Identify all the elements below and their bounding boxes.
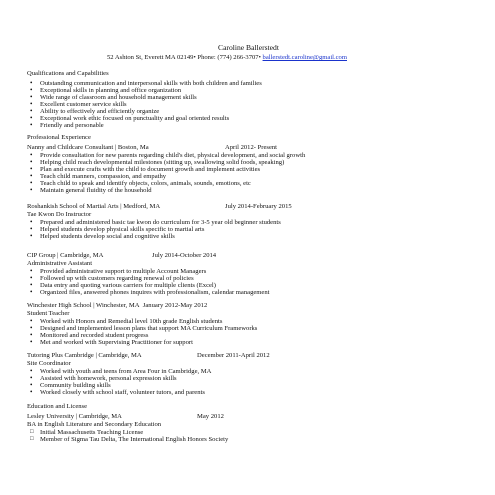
job-org: Nanny and Childcare Consultant | Boston, Ma (27, 144, 149, 151)
list-item: • Teach child to speak and identify objects, colors, animals, sounds, emotions, etc (27, 180, 305, 187)
job-dates: July 2014-February 2015 (225, 203, 292, 210)
list-item: • Assisted with homework, personal expression skills (27, 375, 211, 382)
job-dates: July 2014-October 2014 (152, 252, 217, 259)
job-dates: December 2011-April 2012 (197, 352, 270, 359)
list-item: • Helped students develop social and cognitive skills (27, 233, 281, 240)
list-item: • Ability to effectively and efficiently organize (27, 108, 262, 115)
job-org-name: Winchester High School | Winchester, MA (27, 302, 140, 309)
list-item: • Organized files, answered phones inquires with professionalism, calendar management (27, 289, 270, 296)
job-duties-list (27, 268, 270, 296)
list-item: • Exceptional skills in planning and office organization (27, 87, 262, 94)
list-item: • Exceptional work ethic focused on punctuality and goal oriented results (27, 115, 262, 122)
list-item: • Followed up with customers regarding renewal of policies (27, 275, 270, 282)
list-item: • Designed and implemented lesson plans that support MA Curriculum Frameworks (27, 325, 257, 332)
list-item: • Monitored and recorded student progress (27, 332, 257, 339)
list-item: • Friendly and personable (27, 122, 262, 129)
list-item: • Helped students develop physical skills specific to martial arts (27, 226, 281, 233)
candidate-name: Caroline Ballerstedt (218, 43, 279, 52)
list-item: • Plan and execute crafts with the child to document growth and implement activities (27, 166, 305, 173)
list-item: • Teach child manners, compassion, and empathy (27, 173, 305, 180)
section-title-qualifications: Qualifications and Capabilities (27, 70, 109, 77)
list-item: • Worked closely with school staff, volunteer tutors, and parents (27, 389, 211, 396)
section-title-education: Education and License (27, 403, 88, 410)
list-item: • Helping child reach developmental milestones (sitting up, swallowing solid foods, speaking) (27, 159, 305, 166)
education-org: Lesley University | Cambridge, MA (27, 413, 122, 420)
section-title-experience: Professional Experience (27, 134, 91, 141)
job-role: Tae Kwon Do Instructor (27, 211, 92, 218)
list-item: • Community building skills (27, 382, 211, 389)
contact-details: 52 Ashton St, Everett MA 02149• Phone: (774) 266-3707• (107, 54, 261, 61)
list-item: □ Member of Sigma Tau Delta, The International English Honors Society (27, 436, 228, 443)
list-item: • Worked with Honors and Remedial level 10th grade English students (27, 318, 257, 325)
list-item: • Provided administrative support to multiple Account Managers (27, 268, 270, 275)
list-item: • Provide consultation for new parents regarding child's diet, physical development, and social growth (27, 152, 305, 159)
job-org: Tutoring Plus Cambridge | Cambridge, MA (27, 352, 142, 359)
list-item: • Prepared and administered basic tae kwon do curriculum for 3-5 year old beginner students (27, 219, 281, 226)
email-link[interactable]: ballerstedt.caroline@gmail.com (262, 54, 347, 61)
job-org: Roshankish School of Martial Arts | Medford, MA (27, 203, 161, 210)
list-item: • Outstanding communication and interpersonal skills with both children and families (27, 80, 262, 87)
education-dates: May 2012 (197, 413, 224, 420)
job-org: CIP Group | Cambridge, MA (27, 252, 104, 259)
list-item: • Worked with youth and teens from Area Four in Cambridge, MA (27, 368, 211, 375)
job-org (27, 302, 207, 309)
list-item: • Data entry and quoting various carriers for multiple clients (Excel) (27, 282, 270, 289)
job-duties-list (27, 318, 257, 346)
education-degree: BA in English Literature and Secondary Education (27, 421, 162, 428)
job-role: Student Teacher (27, 310, 70, 317)
job-dates: January 2012-May 2012 (142, 302, 208, 309)
job-duties-list (27, 152, 305, 194)
list-item: • Wide range of classroom and household management skills (27, 94, 262, 101)
job-role: Site Coordinator (27, 360, 71, 367)
list-item: • Maintain general fluidity of the household (27, 187, 305, 194)
job-duties-list (27, 219, 281, 240)
list-item: • Met and worked with Supervising Practitioner for support (27, 339, 257, 346)
list-item: • Excellent customer service skills (27, 101, 262, 108)
job-duties-list (27, 368, 211, 396)
job-role: Administrative Assistant (27, 260, 93, 267)
qualifications-list (27, 80, 262, 129)
job-dates: April 2012- Present (225, 144, 278, 151)
contact-line (107, 54, 347, 61)
education-list (27, 429, 228, 443)
list-item: □ Initial Massachusetts Teaching License (27, 429, 228, 436)
